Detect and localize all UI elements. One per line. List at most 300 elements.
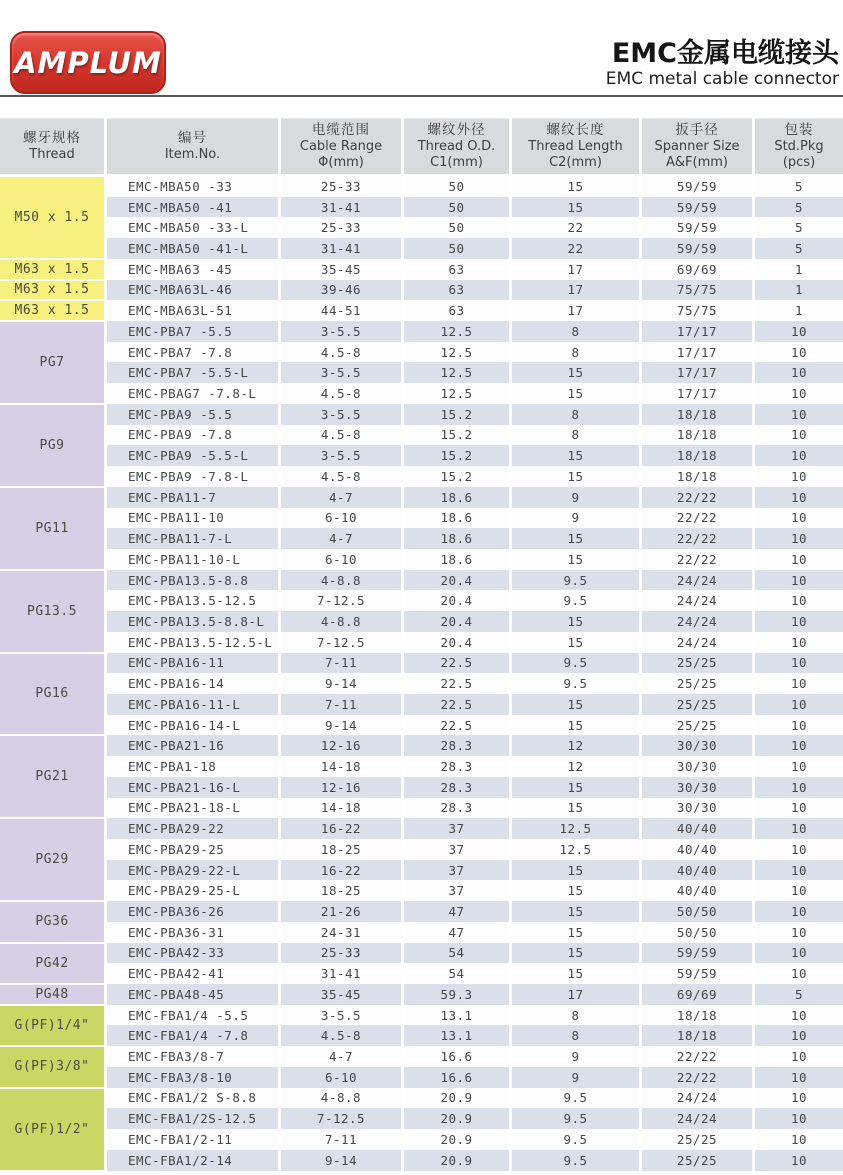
spec-value-cell: 15 [512,943,639,964]
spec-value-cell: 20.9 [404,1108,509,1129]
spec-value-cell: 13.1 [404,1025,509,1046]
spec-value-cell: 3-5.5 [281,1005,401,1026]
spec-value-cell: 15.2 [404,404,509,425]
spec-value-cell: 1 [755,280,843,301]
spec-value-cell: 17/17 [642,362,752,383]
spec-value-cell: 18/18 [642,466,752,487]
spec-value-cell: 4-8.8 [281,611,401,632]
spec-table [0,118,843,1171]
spec-value-cell: 4-8.8 [281,1088,401,1109]
spec-value-cell: 10 [755,570,843,591]
spec-value-cell: 10 [755,860,843,881]
spec-value-cell: 12.5 [512,839,639,860]
spec-value-cell: 7-12.5 [281,1108,401,1129]
spec-value-cell: 10 [755,839,843,860]
spec-value-cell: 12.5 [404,321,509,342]
spec-value-cell: 15 [512,715,639,736]
spec-value-cell: 40/40 [642,860,752,881]
thread-group-cell: M63 x 1.5 [0,281,104,300]
spec-value-cell: 7-11 [281,653,401,674]
spec-value-cell: 30/30 [642,777,752,798]
item-no-cell: EMC-PBA9 -5.5 [107,404,278,425]
spec-value-cell: 10 [755,1088,843,1109]
column-header-label: A&F(mm) [666,154,728,170]
spec-value-cell: 22.5 [404,673,509,694]
spec-value-cell: 25-33 [281,176,401,197]
spec-value-cell: 8 [512,404,639,425]
spec-value-cell: 10 [755,777,843,798]
logo-text: AMPLUM [14,45,162,80]
spec-value-cell: 25/25 [642,715,752,736]
spec-value-cell: 44-51 [281,300,401,321]
spec-value-cell: 31-41 [281,197,401,218]
spec-value-cell: 9.5 [512,590,639,611]
spec-value-cell: 10 [755,466,843,487]
page-title-english: EMC metal cable connector [605,68,839,89]
spec-value-cell: 3-5.5 [281,321,401,342]
spec-value-cell: 37 [404,880,509,901]
spec-value-cell: 18/18 [642,425,752,446]
spec-value-cell: 17/17 [642,383,752,404]
page-title-chinese: EMC金属电缆接头 [611,37,839,69]
item-no-cell: EMC-PBA7 -5.5-L [107,362,278,383]
spec-value-cell: 16.6 [404,1046,509,1067]
column-header-6 [642,118,752,174]
column-header-label: Thread O.D. [417,138,496,154]
spec-value-cell: 10 [755,362,843,383]
thread-group-cell: M63 x 1.5 [0,260,104,279]
item-no-cell: EMC-FBA1/2S-12.5 [107,1108,278,1129]
column-header-label: Thread [29,146,75,162]
thread-group-cell: PG48 [0,985,104,1004]
thread-group-cell: PG16 [0,654,104,735]
column-header-label: 电缆范围 [312,121,370,138]
item-no-cell: EMC-PBA9 -7.8 [107,425,278,446]
spec-value-cell: 18.6 [404,528,509,549]
spec-value-cell: 37 [404,860,509,881]
spec-value-cell: 1 [755,259,843,280]
spec-value-cell: 15.2 [404,466,509,487]
spec-value-cell: 12 [512,756,639,777]
spec-value-cell: 16.6 [404,1067,509,1088]
thread-group-cell: PG36 [0,902,104,941]
spec-value-cell: 15 [512,632,639,653]
spec-value-cell: 69/69 [642,984,752,1005]
spec-value-cell: 9.5 [512,673,639,694]
spec-value-cell: 40/40 [642,818,752,839]
spec-value-cell: 9.5 [512,1150,639,1171]
spec-value-cell: 9.5 [512,570,639,591]
spec-value-cell: 10 [755,943,843,964]
spec-value-cell: 17 [512,984,639,1005]
page-header [0,0,843,97]
spec-value-cell: 40/40 [642,839,752,860]
spec-value-cell: 15.2 [404,445,509,466]
item-no-cell: EMC-PBAG7 -7.8-L [107,383,278,404]
spec-value-cell: 10 [755,425,843,446]
column-header-label: 包装 [784,121,814,138]
spec-value-cell: 3-5.5 [281,404,401,425]
spec-value-cell: 3-5.5 [281,362,401,383]
spec-value-cell: 4.5-8 [281,466,401,487]
spec-value-cell: 10 [755,818,843,839]
spec-value-cell: 37 [404,839,509,860]
spec-value-cell: 15 [512,963,639,984]
spec-value-cell: 10 [755,1046,843,1067]
spec-value-cell: 18/18 [642,445,752,466]
column-header-label: Item.No. [164,146,221,162]
item-no-cell: EMC-PBA21-18-L [107,798,278,819]
item-no-cell: EMC-PBA11-10-L [107,549,278,570]
spec-value-cell: 10 [755,1108,843,1129]
spec-value-cell: 17/17 [642,321,752,342]
spec-value-cell: 15 [512,694,639,715]
spec-value-cell: 22 [512,238,639,259]
item-no-cell: EMC-PBA1-18 [107,756,278,777]
spec-value-cell: 22/22 [642,549,752,570]
item-no-cell: EMC-PBA21-16 [107,735,278,756]
spec-value-cell: 9.5 [512,1108,639,1129]
spec-value-cell: 22/22 [642,487,752,508]
spec-value-cell: 13.1 [404,1005,509,1026]
spec-value-cell: 9.5 [512,1088,639,1109]
column-header-label: 编号 [178,129,207,146]
spec-value-cell: 9-14 [281,715,401,736]
item-no-cell: EMC-MBA50 -33-L [107,217,278,238]
spec-value-cell: 15 [512,176,639,197]
column-header-1 [0,118,104,174]
spec-value-cell: 7-12.5 [281,632,401,653]
spec-value-cell: 5 [755,176,843,197]
spec-value-cell: 15 [512,549,639,570]
item-no-cell: EMC-PBA48-45 [107,984,278,1005]
spec-value-cell: 25/25 [642,673,752,694]
spec-value-cell: 15 [512,798,639,819]
spec-value-cell: 28.3 [404,798,509,819]
spec-value-cell: 10 [755,590,843,611]
spec-value-cell: 17/17 [642,342,752,363]
spec-value-cell: 18/18 [642,1025,752,1046]
spec-value-cell: 12-16 [281,735,401,756]
spec-value-cell: 9.5 [512,1129,639,1150]
spec-value-cell: 10 [755,1067,843,1088]
spec-value-cell: 25-33 [281,217,401,238]
spec-value-cell: 7-11 [281,1129,401,1150]
spec-value-cell: 10 [755,673,843,694]
spec-value-cell: 5 [755,217,843,238]
spec-value-cell: 50/50 [642,901,752,922]
spec-value-cell: 10 [755,383,843,404]
column-header-label: Cable Range [299,138,383,154]
spec-value-cell: 15 [512,611,639,632]
spec-value-cell: 24/24 [642,590,752,611]
spec-value-cell: 17 [512,280,639,301]
spec-value-cell: 9 [512,487,639,508]
spec-value-cell: 22.5 [404,653,509,674]
spec-value-cell: 4.5-8 [281,342,401,363]
column-header-label: Std.Pkg [774,138,824,154]
spec-value-cell: 47 [404,922,509,943]
column-header-4 [404,118,509,174]
spec-value-cell: 50/50 [642,922,752,943]
thread-group-cell: M50 x 1.5 [0,177,104,258]
spec-value-cell: 10 [755,963,843,984]
column-header-5 [512,118,639,174]
spec-value-cell: 10 [755,342,843,363]
spec-value-cell: 20.9 [404,1088,509,1109]
spec-value-cell: 15 [512,777,639,798]
spec-value-cell: 8 [512,425,639,446]
thread-group-cell: G(PF)1/2" [0,1089,104,1170]
spec-value-cell: 24-31 [281,922,401,943]
column-header-7 [755,118,843,174]
spec-value-cell: 22/22 [642,1067,752,1088]
spec-value-cell: 10 [755,694,843,715]
spec-value-cell: 18-25 [281,839,401,860]
spec-value-cell: 28.3 [404,735,509,756]
item-no-cell: EMC-MBA63L-46 [107,280,278,301]
spec-value-cell: 15 [512,922,639,943]
spec-value-cell: 9-14 [281,673,401,694]
spec-value-cell: 37 [404,818,509,839]
spec-value-cell: 7-11 [281,694,401,715]
spec-value-cell: 10 [755,715,843,736]
spec-value-cell: 10 [755,508,843,529]
item-no-cell: EMC-PBA9 -7.8-L [107,466,278,487]
item-no-cell: EMC-PBA11-10 [107,508,278,529]
spec-value-cell: 12.5 [404,383,509,404]
item-no-cell: EMC-PBA16-11-L [107,694,278,715]
spec-value-cell: 15 [512,383,639,404]
spec-value-cell: 10 [755,756,843,777]
thread-group-cell: PG42 [0,944,104,983]
spec-value-cell: 10 [755,549,843,570]
spec-value-cell: 10 [755,1129,843,1150]
spec-value-cell: 50 [404,217,509,238]
spec-value-cell: 7-12.5 [281,590,401,611]
spec-value-cell: 15 [512,197,639,218]
item-no-cell: EMC-PBA29-22 [107,818,278,839]
item-no-cell: EMC-PBA13.5-12.5-L [107,632,278,653]
item-no-cell: EMC-PBA42-33 [107,943,278,964]
spec-value-cell: 20.4 [404,590,509,611]
column-header-2 [107,118,278,174]
item-no-cell: EMC-PBA16-11 [107,653,278,674]
item-no-cell: EMC-PBA29-25 [107,839,278,860]
spec-value-cell: 25/25 [642,653,752,674]
spec-value-cell: 14-18 [281,756,401,777]
spec-value-cell: 75/75 [642,280,752,301]
spec-value-cell: 24/24 [642,611,752,632]
spec-value-cell: 24/24 [642,570,752,591]
spec-value-cell: 10 [755,901,843,922]
item-no-cell: EMC-FBA3/8-7 [107,1046,278,1067]
thread-group-cell: G(PF)1/4" [0,1006,104,1045]
spec-value-cell: 35-45 [281,984,401,1005]
spec-value-cell: 10 [755,445,843,466]
spec-value-cell: 12-16 [281,777,401,798]
item-no-cell: EMC-MBA63L-51 [107,300,278,321]
column-header-label: 螺纹长度 [546,121,605,138]
spec-value-cell: 17 [512,259,639,280]
spec-value-cell: 28.3 [404,756,509,777]
spec-value-cell: 54 [404,943,509,964]
spec-value-cell: 40/40 [642,880,752,901]
spec-value-cell: 30/30 [642,798,752,819]
thread-group-cell: PG9 [0,405,104,486]
spec-value-cell: 4-7 [281,1046,401,1067]
column-header-label: 螺牙规格 [23,129,81,146]
spec-value-cell: 10 [755,611,843,632]
column-header-label: (pcs) [782,154,816,170]
spec-value-cell: 18.6 [404,487,509,508]
item-no-cell: EMC-PBA11-7-L [107,528,278,549]
spec-value-cell: 18.6 [404,549,509,570]
spec-value-cell: 5 [755,197,843,218]
item-no-cell: EMC-PBA7 -7.8 [107,342,278,363]
spec-value-cell: 5 [755,238,843,259]
spec-value-cell: 15 [512,528,639,549]
spec-value-cell: 9.5 [512,653,639,674]
spec-value-cell: 22 [512,217,639,238]
thread-group-cell: PG29 [0,819,104,900]
spec-value-cell: 10 [755,735,843,756]
spec-value-cell: 4-8.8 [281,570,401,591]
thread-group-cell: PG13.5 [0,571,104,652]
spec-value-cell: 9 [512,1067,639,1088]
spec-value-cell: 15 [512,860,639,881]
column-header-3 [281,118,401,174]
spec-value-cell: 63 [404,259,509,280]
item-no-cell: EMC-PBA29-25-L [107,880,278,901]
spec-value-cell: 35-45 [281,259,401,280]
spec-value-cell: 22/22 [642,528,752,549]
spec-value-cell: 75/75 [642,300,752,321]
spec-value-cell: 9 [512,1046,639,1067]
item-no-cell: EMC-PBA36-26 [107,901,278,922]
item-no-cell: EMC-PBA13.5-12.5 [107,590,278,611]
item-no-cell: EMC-MBA63 -45 [107,259,278,280]
column-header-label: Spanner Size [654,138,740,154]
spec-value-cell: 59/59 [642,176,752,197]
spec-value-cell: 59/59 [642,217,752,238]
spec-value-cell: 25/25 [642,1129,752,1150]
item-no-cell: EMC-FBA1/2 S-8.8 [107,1088,278,1109]
spec-value-cell: 10 [755,653,843,674]
spec-value-cell: 8 [512,1005,639,1026]
spec-value-cell: 30/30 [642,735,752,756]
spec-value-cell: 24/24 [642,1088,752,1109]
item-no-cell: EMC-PBA13.5-8.8 [107,570,278,591]
column-header-label: Φ(mm) [318,154,364,170]
thread-group-cell: G(PF)3/8" [0,1047,104,1086]
spec-value-cell: 1 [755,300,843,321]
spec-value-cell: 3-5.5 [281,445,401,466]
spec-value-cell: 24/24 [642,632,752,653]
column-header-label: C2(mm) [549,154,602,170]
spec-value-cell: 18/18 [642,404,752,425]
spec-value-cell: 20.4 [404,632,509,653]
spec-value-cell: 39-46 [281,280,401,301]
spec-value-cell: 10 [755,404,843,425]
item-no-cell: EMC-PBA16-14 [107,673,278,694]
spec-value-cell: 59/59 [642,963,752,984]
spec-value-cell: 18.6 [404,508,509,529]
spec-value-cell: 9-14 [281,1150,401,1171]
spec-value-cell: 15 [512,362,639,383]
item-no-cell: EMC-PBA21-16-L [107,777,278,798]
spec-value-cell: 10 [755,321,843,342]
item-no-cell: EMC-FBA3/8-10 [107,1067,278,1088]
spec-value-cell: 22/22 [642,508,752,529]
spec-value-cell: 6-10 [281,1067,401,1088]
spec-value-cell: 31-41 [281,963,401,984]
spec-value-cell: 4.5-8 [281,425,401,446]
spec-value-cell: 10 [755,798,843,819]
spec-value-cell: 14-18 [281,798,401,819]
spec-value-cell: 59.3 [404,984,509,1005]
spec-value-cell: 4.5-8 [281,1025,401,1046]
spec-value-cell: 10 [755,1005,843,1026]
spec-value-cell: 15 [512,901,639,922]
spec-value-cell: 10 [755,632,843,653]
spec-value-cell: 31-41 [281,238,401,259]
spec-value-cell: 16-22 [281,818,401,839]
spec-value-cell: 10 [755,880,843,901]
spec-value-cell: 17 [512,300,639,321]
spec-value-cell: 15.2 [404,425,509,446]
item-no-cell: EMC-MBA50 -33 [107,176,278,197]
spec-value-cell: 24/24 [642,1108,752,1129]
spec-value-cell: 5 [755,984,843,1005]
item-no-cell: EMC-FBA1/4 -7.8 [107,1025,278,1046]
spec-value-cell: 25-33 [281,943,401,964]
spec-value-cell: 15 [512,445,639,466]
spec-value-cell: 59/59 [642,943,752,964]
spec-value-cell: 10 [755,922,843,943]
spec-value-cell: 25/25 [642,694,752,715]
thread-group-cell: M63 x 1.5 [0,301,104,320]
item-no-cell: EMC-PBA7 -5.5 [107,321,278,342]
item-no-cell: EMC-PBA11-7 [107,487,278,508]
spec-value-cell: 4-7 [281,487,401,508]
spec-value-cell: 8 [512,342,639,363]
thread-group-cell: PG7 [0,322,104,403]
spec-value-cell: 18-25 [281,880,401,901]
spec-value-cell: 63 [404,280,509,301]
spec-value-cell: 16-22 [281,860,401,881]
item-no-cell: EMC-PBA13.5-8.8-L [107,611,278,632]
spec-value-cell: 25/25 [642,1150,752,1171]
spec-value-cell: 4-7 [281,528,401,549]
spec-value-cell: 47 [404,901,509,922]
spec-value-cell: 6-10 [281,508,401,529]
spec-value-cell: 63 [404,300,509,321]
item-no-cell: EMC-FBA1/4 -5.5 [107,1005,278,1026]
spec-value-cell: 10 [755,487,843,508]
item-no-cell: EMC-PBA16-14-L [107,715,278,736]
spec-value-cell: 20.9 [404,1129,509,1150]
spec-value-cell: 59/59 [642,197,752,218]
spec-value-cell: 9 [512,508,639,529]
column-header-label: Thread Length [528,138,623,154]
spec-value-cell: 21-26 [281,901,401,922]
spec-value-cell: 6-10 [281,549,401,570]
spec-value-cell: 69/69 [642,259,752,280]
spec-value-cell: 50 [404,238,509,259]
item-no-cell: EMC-FBA1/2-11 [107,1129,278,1150]
spec-value-cell: 15 [512,880,639,901]
